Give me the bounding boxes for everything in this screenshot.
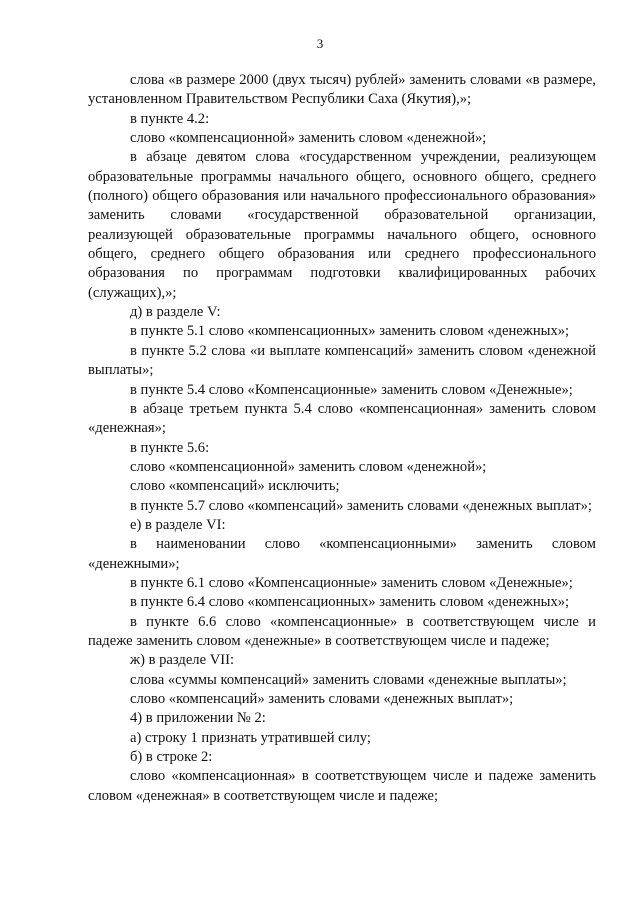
paragraph: в пункте 4.2: bbox=[130, 110, 210, 127]
paragraph: в абзаце третьем пункта 5.4 слово «компенсационная» заменить словом «денежная»; bbox=[88, 400, 596, 437]
paragraph: в пункте 5.6: bbox=[130, 439, 210, 456]
paragraph: слово «компенсационной» заменить словом «денежной»; bbox=[130, 458, 487, 475]
paragraph: б) в строке 2: bbox=[130, 749, 213, 766]
paragraph: а) строку 1 признать утратившей силу; bbox=[130, 729, 371, 746]
paragraph: в пункте 5.7 слово «компенсаций» заменить словами «денежных выплат»; bbox=[130, 497, 592, 514]
paragraph: в пункте 5.4 слово «Компенсационные» заменить словом «Денежные»; bbox=[130, 381, 573, 398]
paragraph: 4) в приложении № 2: bbox=[130, 710, 266, 727]
paragraph: слова «в размере 2000 (двух тысяч) рублей» заменить словами «в размере, установленном Правительством Республики Саха (Якутия),»; bbox=[88, 72, 596, 108]
paragraph: д) в разделе V: bbox=[130, 304, 221, 321]
paragraph: в пункте 5.1 слово «компенсационных» заменить словом «денежных»; bbox=[130, 323, 570, 340]
page-number: 3 bbox=[316, 36, 324, 51]
paragraph: в наименовании слово «компенсационными» заменить словом «денежными»; bbox=[88, 536, 596, 572]
paragraph: в пункте 6.1 слово «Компенсационные» заменить словом «Денежные»; bbox=[130, 574, 573, 591]
paragraph: в пункте 5.2 слова «и выплате компенсаций» заменить словом «денежной выплаты»; bbox=[88, 342, 596, 379]
paragraph: в абзаце девятом слова «государственном учреждении, реализующем образовательные программы начального общего, основного общего, среднего (полного) общего образования или начального профессионального образования» заменить словами «государственной образовательной организации, реализующей образовательные программы начального общего, основного общего, среднего общего образования или среднего профессионального образования по программам подготовки квалифицированных рабочих (служащих),»; bbox=[88, 149, 596, 301]
paragraph: в пункте 6.4 слово «компенсационных» заменить словом «денежных»; bbox=[130, 594, 570, 611]
paragraph: слово «компенсационная» в соответствующем числе и падеже заменить словом «денежная» в соответствующем числе и падеже; bbox=[88, 768, 596, 804]
paragraph: слово «компенсационной» заменить словом «денежной»; bbox=[130, 130, 487, 147]
document-body bbox=[88, 71, 596, 806]
paragraph: слово «компенсаций» заменить словами «денежных выплат»; bbox=[130, 691, 514, 707]
paragraph: слова «суммы компенсаций» заменить словами «денежные выплаты»; bbox=[130, 671, 567, 688]
paragraph: ж) в разделе VII: bbox=[130, 652, 235, 669]
paragraph: слово «компенсаций» исключить; bbox=[130, 478, 340, 495]
paragraph: е) в разделе VI: bbox=[130, 516, 226, 533]
paragraph: в пункте 6.6 слово «компенсационные» в соответствующем числе и падеже заменить словом «денежные» в соответствующем числе и падеже; bbox=[88, 613, 596, 649]
